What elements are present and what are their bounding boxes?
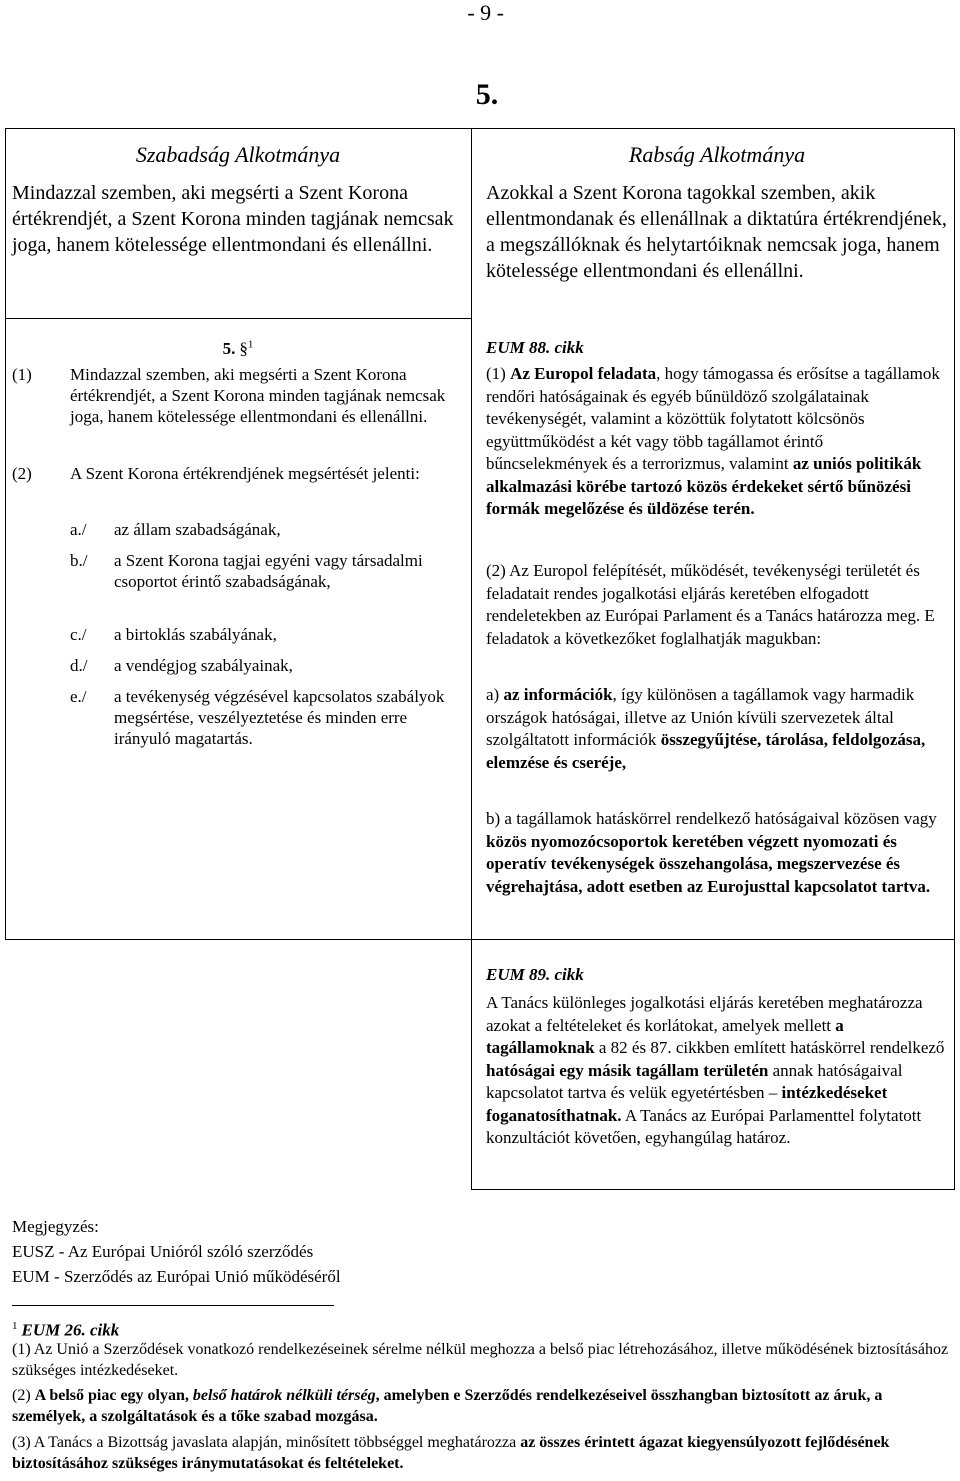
row-divider <box>5 318 471 319</box>
item-text: az állam szabadságának, <box>114 520 281 539</box>
right-intro-text: Azokkal a Szent Korona tagokkal szemben, akik ellentmondanak és ellenállnak a diktatúra értékrendjének, a megszállóknak és helytartóiknak nemcsak joga, hanem kötelessége ellentmondani és ellenállni. <box>486 182 947 282</box>
item-label: d./ <box>70 656 88 675</box>
footnote-paragraph-3: (3) A Tanács a Bizottság javaslata alapján, minősített többséggel meghatározza az összes érintett ágazat kiegyensúlyozott fejlődésének biztosításához szükséges iránymutatásokat és feltételeket. <box>12 1434 890 1472</box>
item-text: a Szent Korona tagjai egyéni vagy társadalmi csoportot érintő szabadságának, <box>114 551 423 591</box>
section-sign: § <box>239 339 248 358</box>
right-column-heading: Rabság Alkotmánya <box>628 142 806 167</box>
paragraph-text: A Szent Korona értékrendjének megsértését jelenti: <box>70 464 420 483</box>
item-text: a tevékenység végzésével kapcsolatos szabályok megsértése, veszélyeztetése és minden erre irányuló magatartás. <box>114 687 445 748</box>
eum88-paragraph-2: (2) Az Europol felépítését, működését, tevékenységi területét és feladatait rendes jogalkotási eljárás keretében elfogadott rendeletekben az Európai Parlament és a Tanács határozza meg. E feladatok a következőket foglalhatják magukban: <box>486 561 935 648</box>
eum88-paragraph-1: (1) Az Europol feladata, hogy támogassa és erősítse a tagállamok rendőri hatóságainak és egyéb bűnüldöző szolgálatainak tevékenységét, valamint a közöttük folytatott kölcsönös együttműködést a két vagy több tagállamot érintő bűncselekmények és a terrorizmus, valamint az uniós politikák alkalmazási körébe tartozó közös érdekeket sértő bűnözési formák megelőzése és üldözése terén. <box>486 364 940 518</box>
column-divider <box>471 128 472 940</box>
item-label: a./ <box>70 520 87 539</box>
item-label: b./ <box>70 551 88 570</box>
paragraph-2 <box>12 463 464 484</box>
item-text: a birtoklás szabályának, <box>114 625 277 644</box>
eum89-heading: EUM 89. cikk <box>486 965 584 984</box>
paragraph-label: (1) <box>12 365 32 384</box>
item-text: a vendégjog szabályainak, <box>114 656 293 675</box>
article-number: 5. <box>222 339 236 358</box>
footnote-paragraph-1: (1) Az Unió a Szerződések vonatkozó rendelkezéseinek sérelme nélkül meghozza a belső piac létrehozásához, illetve működésének biztosításához szükséges intézkedéseket. <box>12 1341 949 1379</box>
list-item <box>70 655 464 676</box>
eum88-point-a: a) az információk, így különösen a tagállamok vagy harmadik országok hatóságai, illetve az Unión kívüli szervezetek által szolgáltatott információk összegyűjtése, tárolása, feldolgozása, elemzése és cseréje, <box>486 685 926 772</box>
section-number: 5. <box>475 78 499 111</box>
eum88-point-b: b) a tagállamok hatáskörrel rendelkező hatóságaival közösen vagy közös nyomozócsoportok keretében végzett nyomozati és operatív tevékenységek összehangolása, megszervezése és végrehajtása, adott esetben az Eurojusttal kapcsolatot tartva. <box>486 809 937 896</box>
eum88-heading: EUM 88. cikk <box>486 338 584 357</box>
list-item <box>70 550 464 592</box>
list-item <box>70 519 464 540</box>
footnote-paragraph-2: (2) A belső piac egy olyan, belső határok nélküli térség, amelyben e Szerződés rendelkezéseivel összhangban biztosított az áruk, a személyek, a szolgáltatások és a tőke szabad mozgása. <box>12 1387 883 1425</box>
page-number: - 9 - <box>467 0 504 25</box>
notes-line-1: EUSZ - Az Európai Unióról szóló szerződés <box>12 1242 314 1261</box>
left-column-heading: Szabadság Alkotmánya <box>135 142 341 167</box>
item-label: c./ <box>70 625 87 644</box>
footnote-separator <box>12 1305 334 1306</box>
paragraph-text: Mindazzal szemben, aki megsérti a Szent Korona értékrendjét, a Szent Korona minden tagjának nemcsak joga, hanem kötelessége ellentmondani és ellenállni. <box>70 365 446 426</box>
list-item <box>70 624 464 645</box>
notes-line-2: EUM - Szerződés az Európai Unió működéséről <box>12 1267 341 1286</box>
eum89-text: A Tanács különleges jogalkotási eljárás keretében meghatározza azokat a feltételeket és korlátokat, amelyek mellett a tagállamoknak a 82 és 87. cikkben említett hatáskörrel rendelkező hatóságai egy másik tagállam területén annak hatóságaival kapcsolatot tartva és velük egyetértésben – intézkedéseket foganatosíthatnak. A Tanács az Európai Parlamenttel folytatott konzultációt követően, egyhangúlag határoz. <box>486 993 945 1147</box>
left-intro-text: Mindazzal szemben, aki megsérti a Szent Korona értékrendjét, a Szent Korona minden tagjának nemcsak joga, hanem kötelessége ellentmondani és ellenállni. <box>12 182 454 256</box>
list-item <box>70 686 464 749</box>
footnote-heading: $^1$ EUM 26. cikk <box>12 1320 120 1340</box>
paragraph-label: (2) <box>12 464 32 483</box>
article-heading <box>12 338 464 359</box>
paragraph-1 <box>12 364 464 427</box>
notes-label: Megjegyzés: <box>12 1217 99 1236</box>
footnote-ref: 1 <box>247 338 254 351</box>
item-label: e./ <box>70 687 87 706</box>
